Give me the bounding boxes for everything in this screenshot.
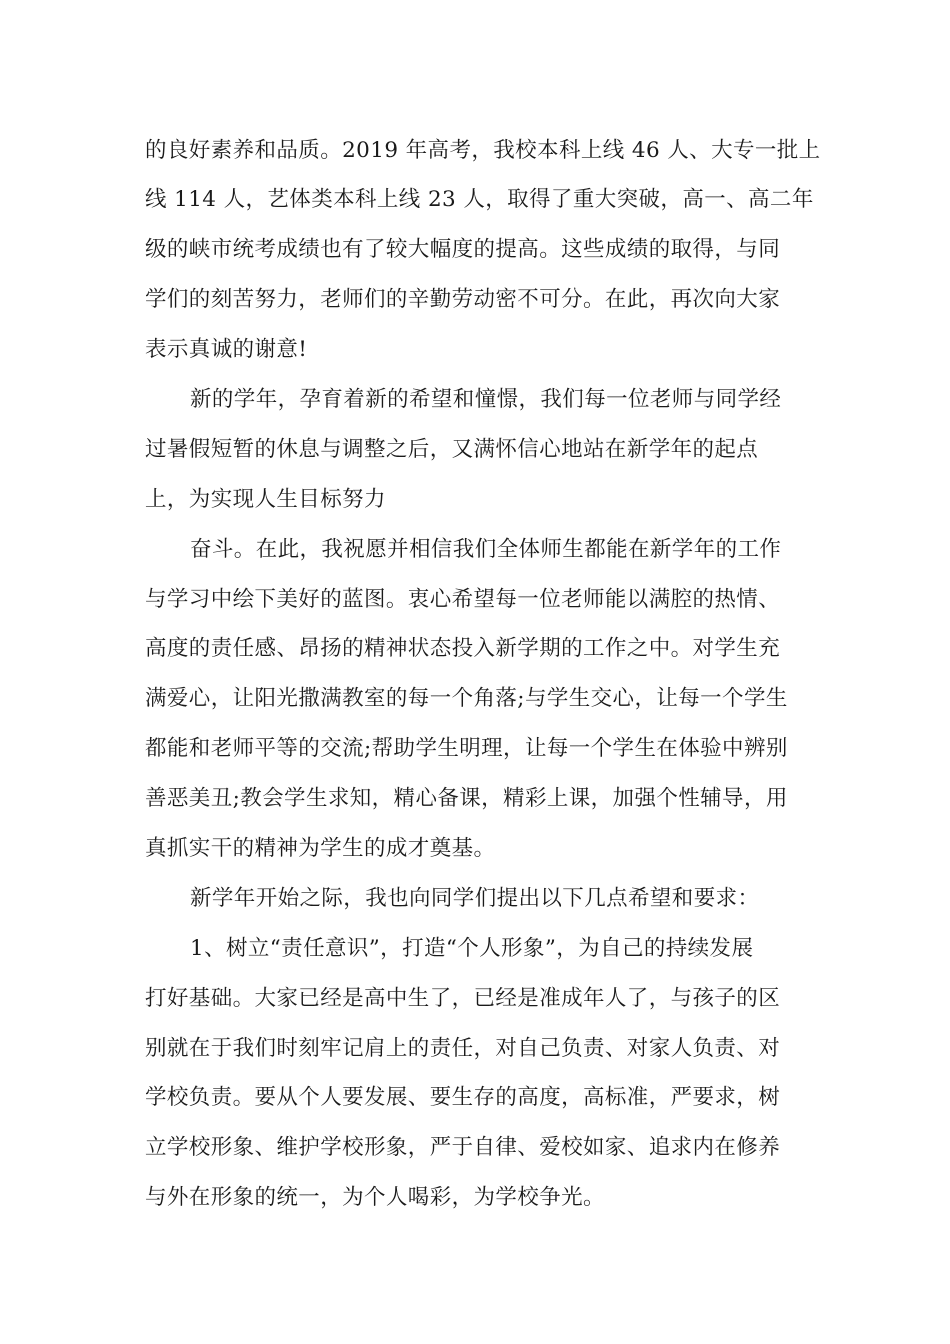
text-line: 上，为实现人生目标努力	[145, 487, 386, 512]
text-line: 别就在于我们时刻牢记肩上的责任，对自己负责、对家人负责、对	[145, 1036, 781, 1061]
text-line: 奋斗。在此，我祝愿并相信我们全体师生都能在新学年的工作	[190, 537, 782, 562]
text-line: 与外在形象的统一，为个人喝彩，为学校争光。	[145, 1185, 605, 1210]
text-line: 学们的刻苦努力，老师们的辛勤劳动密不可分。在此，再次向大家	[145, 287, 781, 312]
text-line: 与学习中绘下美好的蓝图。衷心希望每一位老师能以满腔的热情、	[145, 587, 781, 612]
text-line: 满爱心，让阳光撒满教室的每一个角落;与学生交心，让每一个学生	[145, 686, 788, 711]
text-line: 表示真诚的谢意!	[145, 337, 308, 362]
text-line: 的良好素养和品质。2019 年高考，我校本科上线 46 人、大专一批上	[145, 138, 821, 163]
text-line: 学校负责。要从个人要发展、要生存的高度，高标准，严要求，树	[145, 1085, 781, 1110]
text-line: 都能和老师平等的交流;帮助学生明理，让每一个学生在体验中辨别	[145, 736, 788, 761]
text-line: 过暑假短暂的休息与调整之后，又满怀信心地站在新学年的起点	[145, 437, 759, 462]
text-line: 高度的责任感、昂扬的精神状态投入新学期的工作之中。对学生充	[145, 636, 781, 661]
text-line: 善恶美丑;教会学生求知，精心备课，精彩上课，加强个性辅导，用	[145, 786, 788, 811]
text-line: 立学校形象、维护学校形象，严于自律、爱校如家、追求内在修养	[145, 1135, 781, 1160]
text-line: 真抓实干的精神为学生的成才奠基。	[145, 836, 496, 861]
text-line: 打好基础。大家已经是高中生了，已经是准成年人了，与孩子的区	[145, 986, 781, 1011]
text-line: 新的学年，孕育着新的希望和憧憬，我们每一位老师与同学经	[190, 387, 782, 412]
text-line: 级的峡市统考成绩也有了较大幅度的提高。这些成绩的取得，与同	[145, 237, 781, 262]
text-line: 线 114 人，艺体类本科上线 23 人，取得了重大突破，高一、高二年	[145, 187, 814, 212]
text-line: 1、树立“责任意识”，打造“个人形象”，为自己的持续发展	[190, 936, 754, 961]
text-line: 新学年开始之际，我也向同学们提出以下几点希望和要求：	[190, 886, 760, 911]
